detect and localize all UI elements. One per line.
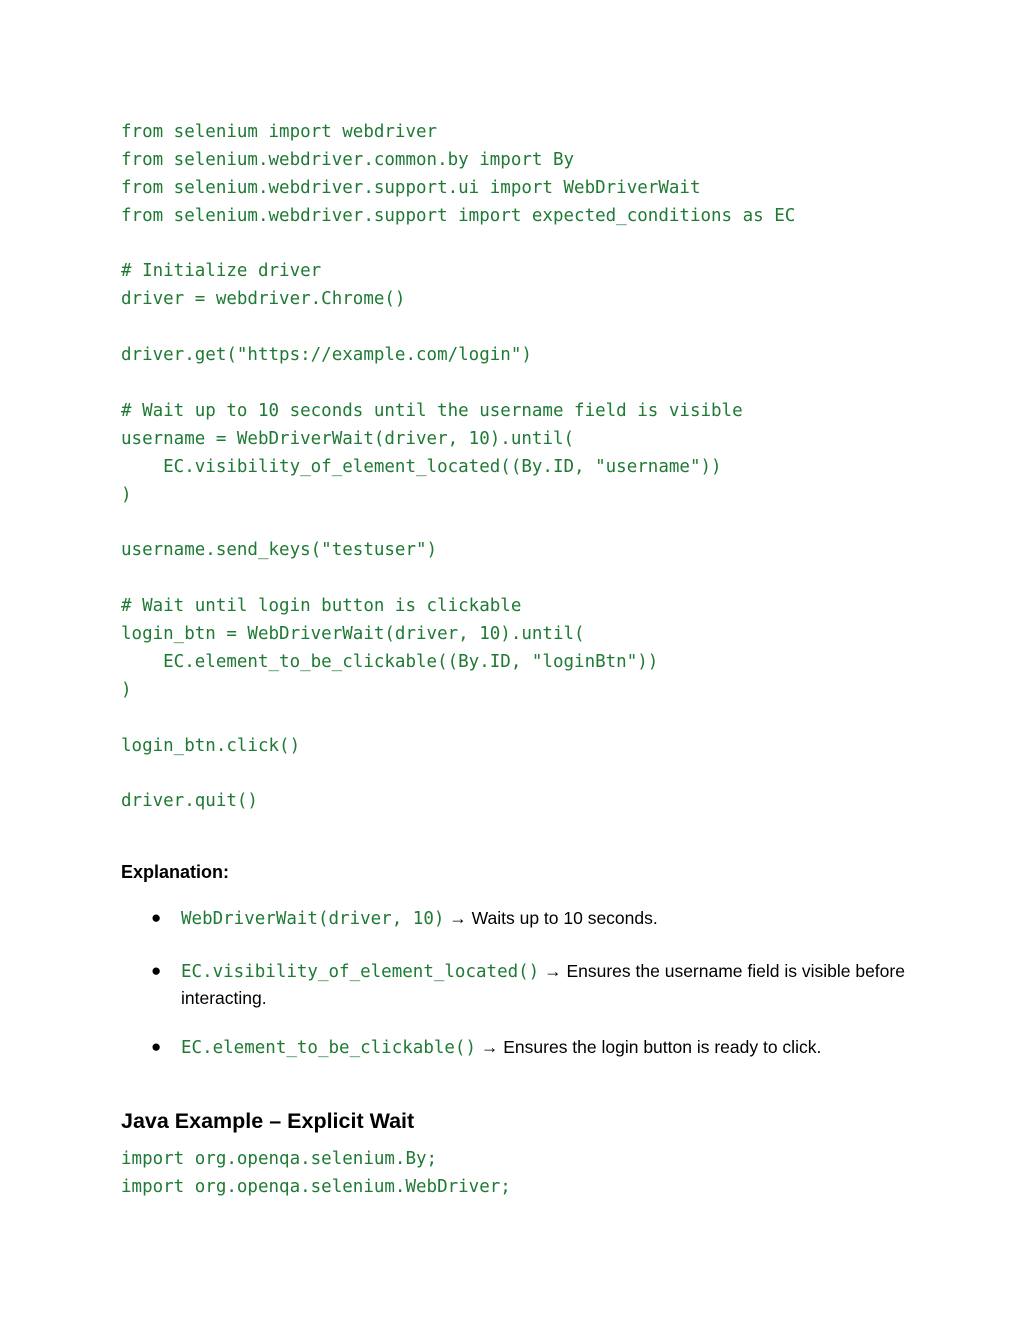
bullet-dot-icon: ● <box>151 908 162 927</box>
code-line: from selenium.webdriver.common.by import By <box>121 149 575 170</box>
list-item <box>121 905 961 932</box>
code-line: from selenium.webdriver.support import expected_conditions as EC <box>121 205 796 226</box>
code-line: from selenium.webdriver.support.ui import WebDriverWait <box>121 177 701 198</box>
code-line: import org.openqa.selenium.WebDriver; <box>121 1176 511 1197</box>
code-line <box>121 370 941 398</box>
code-line: username.send_keys("testuser") <box>121 540 438 561</box>
code-comment: # Wait until login button is clickable <box>121 596 522 617</box>
python-code-block <box>121 119 941 816</box>
code-line <box>121 565 941 593</box>
bullet-text: → Ensures the username field is visible before interacting. <box>181 961 905 1008</box>
explanation-heading: Explanation: <box>121 862 230 882</box>
code-line: driver.quit() <box>121 791 258 812</box>
code-line <box>121 509 941 537</box>
list-item <box>121 958 961 1011</box>
inline-code: EC.element_to_be_clickable() <box>181 1038 477 1058</box>
inline-code: WebDriverWait(driver, 10) <box>181 909 445 929</box>
code-line: EC.element_to_be_clickable((By.ID, "loginBtn")) <box>121 651 659 672</box>
bullet-dot-icon: ● <box>151 961 162 980</box>
code-line: ) <box>121 679 132 700</box>
code-line: EC.visibility_of_element_located((By.ID, "username")) <box>121 456 722 477</box>
code-line: login_btn = WebDriverWait(driver, 10).until( <box>121 624 585 645</box>
code-line: driver = webdriver.Chrome() <box>121 289 406 310</box>
java-section-heading: Java Example – Explicit Wait <box>121 1109 415 1133</box>
code-line: driver.get("https://example.com/login") <box>121 345 532 366</box>
code-line <box>121 760 941 788</box>
code-line <box>121 705 941 733</box>
list-item <box>121 1034 961 1061</box>
bullet-dot-icon: ● <box>151 1037 162 1056</box>
inline-code: EC.visibility_of_element_located() <box>181 962 540 982</box>
code-comment: # Initialize driver <box>121 261 322 282</box>
code-line: login_btn.click() <box>121 735 301 756</box>
code-line <box>121 231 941 259</box>
code-line: import org.openqa.selenium.By; <box>121 1149 438 1169</box>
bullet-text: → Ensures the login button is ready to click. <box>476 1037 822 1057</box>
code-line: from selenium import webdriver <box>121 122 438 142</box>
bullet-text: → Waits up to 10 seconds. <box>444 908 658 928</box>
code-line: username = WebDriverWait(driver, 10).until( <box>121 428 575 449</box>
code-comment: # Wait up to 10 seconds until the username field is visible <box>121 400 743 421</box>
code-line <box>121 314 941 342</box>
java-code-block <box>121 1146 941 1202</box>
code-line: ) <box>121 484 132 505</box>
